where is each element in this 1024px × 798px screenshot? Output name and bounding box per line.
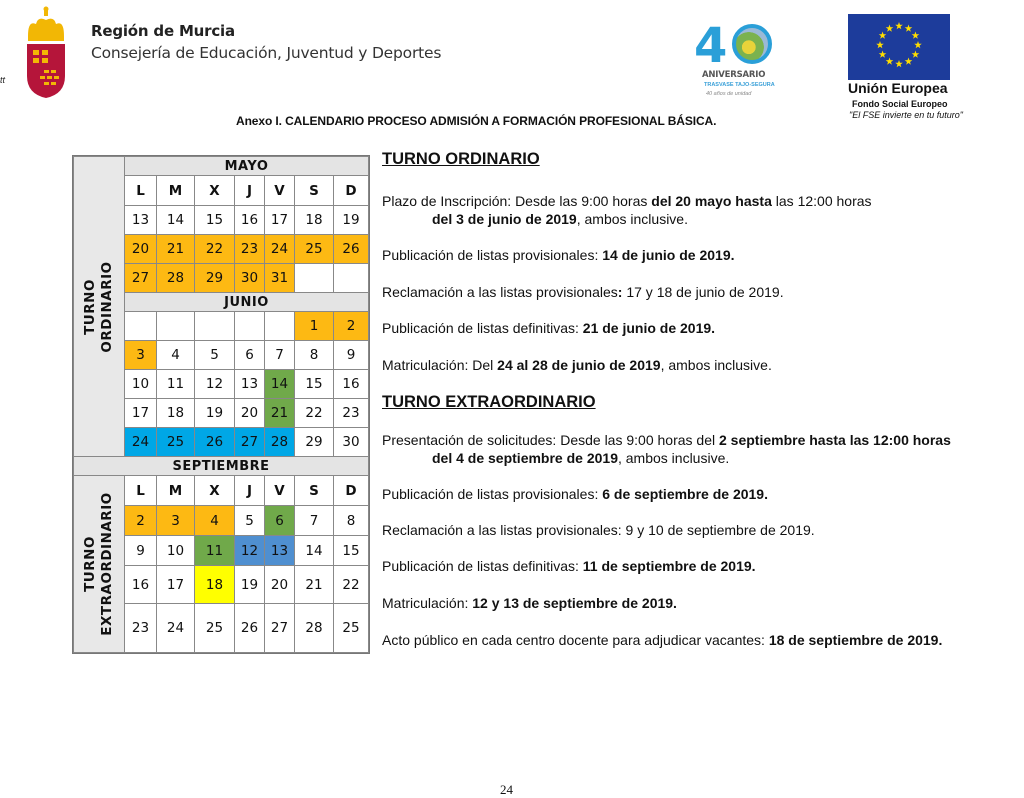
- calendar-day: 12: [195, 370, 235, 399]
- calendar-day: 28: [265, 428, 295, 457]
- eu-star-icon: [879, 32, 887, 39]
- calendar-day: 3: [157, 506, 195, 536]
- inscripcion-end: del 3 de junio de 2019: [432, 211, 577, 227]
- extra-provisionales-date: 6 de septiembre de 2019.: [602, 486, 768, 502]
- weekday-header: M: [157, 176, 195, 206]
- extra-definitivas-label: Publicación de listas definitivas:: [382, 558, 583, 574]
- extra-reclamacion-label: Reclamación a las listas provisionales: 9 y 10 de septiembre de 2019.: [382, 522, 815, 538]
- heading-turno-ordinario: TURNO ORDINARIO: [382, 150, 540, 168]
- month-header-junio: JUNIO: [125, 293, 369, 312]
- weekday-header: D: [334, 176, 369, 206]
- weekday-header: V: [265, 176, 295, 206]
- calendar-day: 30: [334, 428, 369, 457]
- weekday-header: M: [157, 476, 195, 506]
- eu-star-icon: [905, 57, 913, 64]
- calendar-day: 26: [235, 604, 265, 653]
- calendar-day: 27: [235, 428, 265, 457]
- calendar-day: 28: [295, 604, 334, 653]
- acto-publico-label: Acto público en cada centro docente para adjudicar vacantes:: [382, 632, 769, 648]
- weekday-header: X: [195, 476, 235, 506]
- calendar-day: 1: [295, 312, 334, 341]
- anniversary-sublabel: TRASVASE TAJO-SEGURA: [704, 82, 775, 88]
- calendar-day: 30: [235, 264, 265, 293]
- calendar-day: 10: [157, 536, 195, 566]
- calendar-day: 5: [195, 341, 235, 370]
- calendar-day: 15: [334, 536, 369, 566]
- region-subtitle: Consejería de Educación, Juventud y Deportes: [91, 44, 442, 62]
- region-murcia-crest-icon: [22, 6, 70, 100]
- calendar-empty-cell: [334, 264, 369, 293]
- calendar-day: 7: [265, 341, 295, 370]
- month-row: [74, 457, 369, 476]
- calendar-empty-cell: [125, 312, 157, 341]
- calendar-day: 15: [195, 206, 235, 235]
- calendar-day: 16: [235, 206, 265, 235]
- eu-star-icon: [879, 51, 887, 58]
- weekday-header: X: [195, 176, 235, 206]
- calendar-day: 9: [334, 341, 369, 370]
- turno-extraordinario-side-label: [82, 492, 116, 635]
- ordinario-inscripcion-line2: [432, 211, 688, 227]
- calendar-day: 29: [295, 428, 334, 457]
- eu-star-icon: [905, 25, 913, 32]
- ordinario-definitivas: [382, 320, 715, 336]
- month-header-mayo: MAYO: [125, 157, 369, 176]
- calendar-day: 29: [195, 264, 235, 293]
- weekday-row: [74, 476, 369, 506]
- region-title: Región de Murcia: [91, 22, 235, 40]
- inscripcion-tail: , ambos inclusive.: [576, 211, 688, 227]
- eu-flag-icon: [848, 14, 950, 80]
- calendar-day: 18: [295, 206, 334, 235]
- calendar-day: 13: [265, 536, 295, 566]
- solicitudes-label: Presentación de solicitudes: Desde las 9:00 horas del: [382, 432, 719, 448]
- calendar-day: 17: [157, 566, 195, 604]
- calendar-day: 23: [125, 604, 157, 653]
- calendar-day: 27: [125, 264, 157, 293]
- eu-title: Unión Europea: [848, 80, 948, 96]
- matriculacion-date: 24 al 28 de junio de 2019: [497, 357, 661, 373]
- calendar-empty-cell: [157, 312, 195, 341]
- side-label-line: ORDINARIO: [99, 260, 115, 353]
- matriculacion-label: Matriculación: Del: [382, 357, 498, 373]
- eu-star-icon: [912, 32, 920, 39]
- eu-star-icon: [912, 51, 920, 58]
- calendar-day: 2: [334, 312, 369, 341]
- eu-star-icon: [886, 57, 894, 64]
- calendar-day: 19: [195, 399, 235, 428]
- calendar-day: 15: [295, 370, 334, 399]
- calendar-day: 21: [295, 566, 334, 604]
- anniversary-label: ANIVERSARIO: [702, 70, 766, 80]
- anniversary-logo: [694, 20, 776, 104]
- eu-star-icon: [895, 22, 903, 29]
- weekday-header: J: [235, 176, 265, 206]
- calendar-day: 4: [157, 341, 195, 370]
- heading-turno-extraordinario: TURNO EXTRAORDINARIO: [382, 393, 596, 411]
- calendar-day: 6: [265, 506, 295, 536]
- eu-motto: "El FSE invierte en tu futuro": [849, 110, 963, 120]
- month-row: [74, 157, 369, 176]
- weekday-header: S: [295, 176, 334, 206]
- reclamacion-colon: :: [617, 284, 623, 300]
- calendar-day: 2: [125, 506, 157, 536]
- reclamacion-date: 17 y 18 de junio de 2019.: [622, 284, 784, 300]
- calendar-empty-cell: [295, 264, 334, 293]
- anniversary-tagline: 40 años de unidad: [706, 91, 752, 97]
- calendar-day: 4: [195, 506, 235, 536]
- edge-text: tt: [0, 75, 6, 85]
- weekday-header: V: [265, 476, 295, 506]
- turno-ordinario-side-label: [82, 261, 116, 352]
- extra-reclamacion: [382, 522, 815, 538]
- calendar-day: 20: [265, 566, 295, 604]
- calendar-day: 3: [125, 341, 157, 370]
- calendar-day: 13: [235, 370, 265, 399]
- calendar-day: 16: [125, 566, 157, 604]
- weekday-header: S: [295, 476, 334, 506]
- extra-provisionales: [382, 486, 768, 502]
- extra-acto-publico: [382, 632, 942, 648]
- solicitudes-end: del 4 de septiembre de 2019: [432, 450, 618, 466]
- definitivas-label: Publicación de listas definitivas:: [382, 320, 583, 336]
- calendar-day: 8: [334, 506, 369, 536]
- eu-star-icon: [914, 41, 922, 48]
- calendar-empty-cell: [265, 312, 295, 341]
- calendar-day: 19: [334, 206, 369, 235]
- extra-solicitudes-line1: [382, 432, 951, 448]
- side-label-line: EXTRAORDINARIO: [99, 492, 115, 636]
- extra-matriculacion: [382, 595, 677, 611]
- calendar-day: 27: [265, 604, 295, 653]
- calendar-day: 22: [334, 566, 369, 604]
- calendar-day: 21: [265, 399, 295, 428]
- calendar-day: 14: [157, 206, 195, 235]
- acto-publico-date: 18 de septiembre de 2019.: [768, 632, 943, 648]
- calendar-day: 20: [125, 235, 157, 264]
- anniversary-zero-landscape-icon: [732, 24, 772, 64]
- extra-definitivas: [382, 558, 756, 574]
- extra-solicitudes-line2: [432, 450, 729, 466]
- calendar-day: 14: [265, 370, 295, 399]
- calendar-day: 26: [334, 235, 369, 264]
- provisionales-date: 14 de junio de 2019.: [602, 247, 735, 263]
- eu-star-icon: [895, 60, 903, 67]
- reclamacion-label: Reclamación a las listas provisionales: [382, 284, 618, 300]
- calendar-day: 18: [157, 399, 195, 428]
- weekday-header: D: [334, 476, 369, 506]
- calendar-day: 17: [125, 399, 157, 428]
- anniversary-number: 4: [694, 18, 724, 74]
- inscripcion-mid: las 12:00 horas: [771, 193, 872, 209]
- provisionales-label: Publicación de listas provisionales:: [382, 247, 603, 263]
- calendar-day: 13: [125, 206, 157, 235]
- calendar-day: 24: [265, 235, 295, 264]
- calendar-day: 5: [235, 506, 265, 536]
- weekday-header: L: [125, 176, 157, 206]
- calendar-day: 26: [195, 428, 235, 457]
- calendar-empty-cell: [235, 312, 265, 341]
- calendar-day: 8: [295, 341, 334, 370]
- weekday-header: J: [235, 476, 265, 506]
- extra-provisionales-label: Publicación de listas provisionales:: [382, 486, 603, 502]
- eu-fund: Fondo Social Europeo: [852, 99, 948, 109]
- calendar-day: 31: [265, 264, 295, 293]
- ordinario-reclamacion: [382, 284, 784, 300]
- ordinario-inscripcion-line1: [382, 193, 872, 209]
- weekday-header: L: [125, 476, 157, 506]
- calendar-day: 14: [295, 536, 334, 566]
- definitivas-date: 21 de junio de 2019.: [582, 320, 716, 336]
- turno-extraordinario-side: [74, 476, 125, 653]
- calendar-day: 20: [235, 399, 265, 428]
- extra-matriculacion-label: Matriculación:: [382, 595, 473, 611]
- calendar-day: 25: [334, 604, 369, 653]
- calendar-day: 19: [235, 566, 265, 604]
- calendar-day: 12: [235, 536, 265, 566]
- eu-star-icon: [886, 25, 894, 32]
- extra-definitivas-date: 11 de septiembre de 2019.: [582, 558, 756, 574]
- calendar-day: 21: [157, 235, 195, 264]
- side-label-line: TURNO: [82, 278, 98, 335]
- side-label-line: TURNO: [82, 536, 98, 592]
- inscripcion-label: Plazo de Inscripción: Desde las 9:00 horas: [382, 193, 652, 209]
- calendar-day: 22: [295, 399, 334, 428]
- turno-ordinario-side: [74, 157, 125, 457]
- eu-star-icon: [876, 41, 884, 48]
- document-title: Anexo I. CALENDARIO PROCESO ADMISIÓN A FORMACIÓN PROFESIONAL BÁSICA.: [236, 114, 717, 128]
- calendar-day: 24: [157, 604, 195, 653]
- calendar-day: 17: [265, 206, 295, 235]
- calendar-day: 11: [195, 536, 235, 566]
- calendar-day: 25: [157, 428, 195, 457]
- calendar-day: 23: [334, 399, 369, 428]
- calendar-day: 10: [125, 370, 157, 399]
- calendar-day: 7: [295, 506, 334, 536]
- calendar-day: 11: [157, 370, 195, 399]
- calendar-day: 16: [334, 370, 369, 399]
- calendar-day: 9: [125, 536, 157, 566]
- solicitudes-start: 2 septiembre hasta las 12:00 horas: [718, 432, 951, 448]
- matriculacion-tail: , ambos inclusive.: [660, 357, 772, 373]
- ordinario-provisionales: [382, 247, 735, 263]
- month-header-septiembre: SEPTIEMBRE: [74, 457, 369, 476]
- extra-matriculacion-date: 12 y 13 de septiembre de 2019.: [472, 595, 677, 611]
- calendar-day: 23: [235, 235, 265, 264]
- calendar-day: 18: [195, 566, 235, 604]
- solicitudes-tail: , ambos inclusive.: [617, 450, 730, 466]
- calendar-table: [72, 155, 370, 654]
- calendar-day: 28: [157, 264, 195, 293]
- calendar-day: 25: [295, 235, 334, 264]
- inscripcion-start: del 20 mayo hasta: [651, 193, 772, 209]
- ordinario-matriculacion: [382, 357, 772, 373]
- page-number: 24: [500, 782, 513, 797]
- calendar-empty-cell: [195, 312, 235, 341]
- calendar-day: 6: [235, 341, 265, 370]
- calendar-day: 22: [195, 235, 235, 264]
- calendar-day: 25: [195, 604, 235, 653]
- calendar-day: 24: [125, 428, 157, 457]
